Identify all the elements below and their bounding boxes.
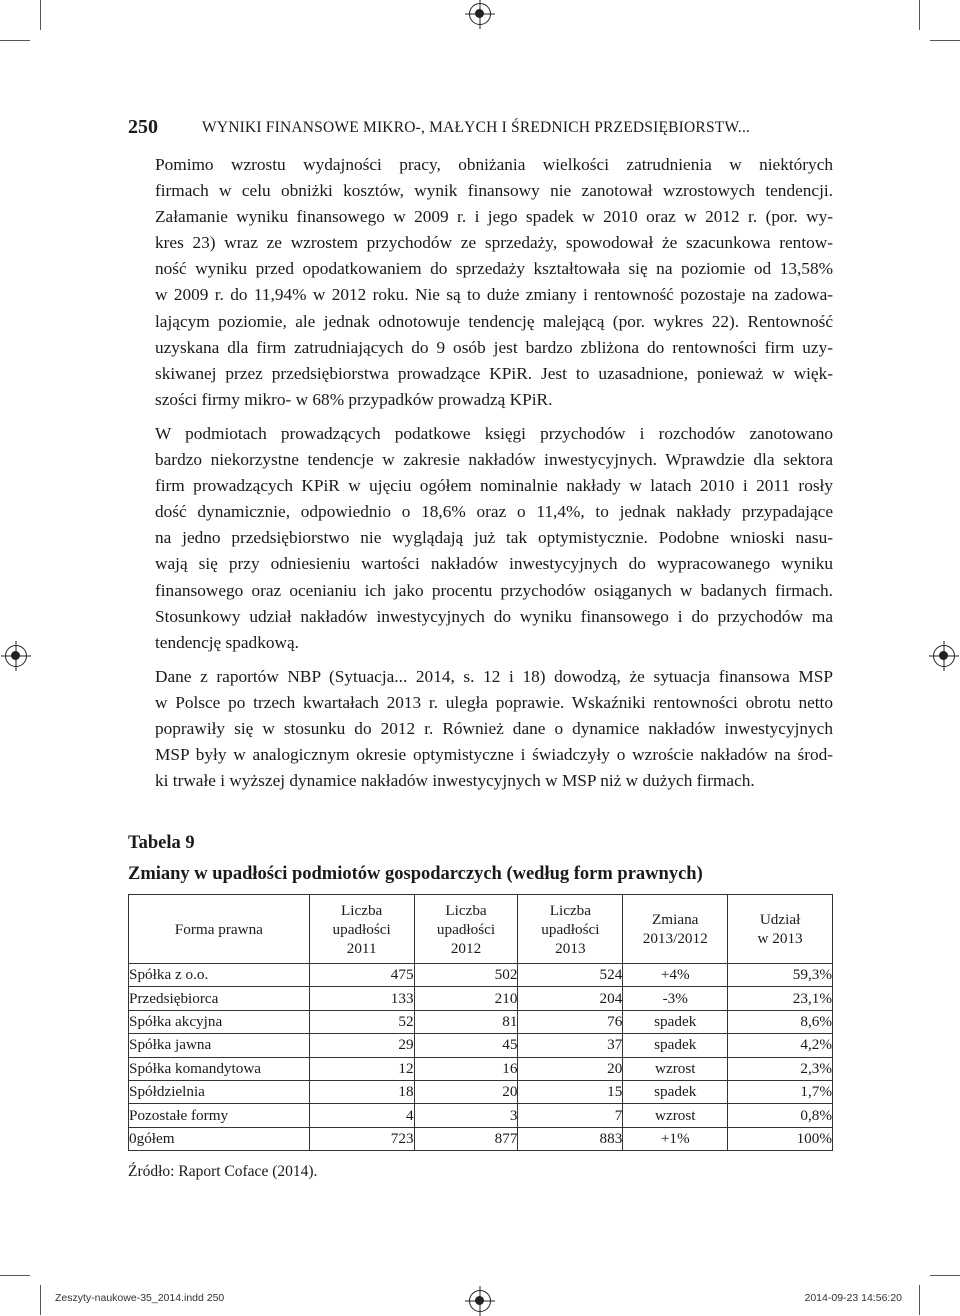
column-header-text: 2013/2012 [642,930,708,947]
table-cell: 4,2% [728,1034,833,1057]
text-line: w 2009 r. do 11,94% w 2012 roku. Nie są to duże zmiany i rentowność pozostaje na zadowa- [155,285,833,305]
table-cell: wzrost [623,1104,728,1127]
table-cell: 18 [309,1080,414,1103]
text-line: uzyskana dla firm zatrudniających do 9 osób jest bardzo zbliżona do rentowności firm uzy- [155,337,833,357]
slug-filename: Zeszyty-naukowe-35_2014.indd 250 [55,1292,225,1304]
table-cell: 502 [414,964,518,987]
table-cell: 0gółem [129,1127,310,1150]
table-cell: 81 [414,1010,518,1033]
table-row [129,987,833,1010]
table-row [129,1080,833,1103]
text-line: firm prowadzących KPiR w ujęciu ogółem nominalnie nakłady w latach 2010 i 2011 rosły [155,476,833,496]
column-header [518,895,623,964]
table-cell: 16 [414,1057,518,1080]
paragraph [128,152,833,413]
column-header-text: w 2013 [757,930,803,947]
table-cell: 524 [518,964,623,987]
table-cell: 59,3% [728,964,833,987]
table-cell: 8,6% [728,1010,833,1033]
table-row [129,964,833,987]
table-cell: -3% [623,987,728,1010]
registration-mark-right [933,645,955,667]
table-cell: 20 [414,1080,518,1103]
paragraph [128,421,833,656]
table-cell: 29 [309,1034,414,1057]
table-cell: Spółka akcyjna [129,1010,310,1033]
text-line: na jedno przedsiębiorstwo nie wyglądają już tak optymistycznie. Podobne wnioski nasu- [155,528,833,548]
crop-mark [930,40,960,41]
table-cell: Spółka z o.o. [129,964,310,987]
text-line: wają się przy odniesieniu wartości nakładów inwestycyjnych do wypracowanego wyniku [155,554,833,574]
text-line: kres 23) wraz ze wzrostem przychodów ze sprzedaży, spowodował że szacunkowa rentow- [155,233,833,253]
text-line: dość dynamicznie, odpowiednio o 18,6% oraz o 11,4%, to jednak nakłady przypadające [155,502,833,522]
column-header [309,895,414,964]
text-line: tendencję spadkową. [155,632,299,652]
table-cell: Przedsiębiorca [129,987,310,1010]
table-cell: 210 [414,987,518,1010]
text-line: poprawiły się w stosunku do 2012 r. Również dane o dynamice nakładów inwestycyjnych [155,718,833,738]
table-cell: 4 [309,1104,414,1127]
table-title: Zmiany w upadłości podmiotów gospodarczych (według form prawnych) [128,864,703,884]
registration-mark-left [5,645,27,667]
registration-mark-top [469,3,491,25]
table-cell: 883 [518,1127,623,1150]
slug-timestamp: 2014-09-23 14:56:20 [804,1292,902,1304]
crop-mark [0,40,30,41]
registration-mark-bottom [469,1290,491,1312]
table-cell: Spółdzielnia [129,1080,310,1103]
table-cell: 3 [414,1104,518,1127]
table-cell: 877 [414,1127,518,1150]
table-source-note: Źródło: Raport Coface (2014). [128,1163,318,1180]
table-cell: 76 [518,1010,623,1033]
crop-mark [40,0,41,30]
table-cell: 475 [309,964,414,987]
table-cell: wzrost [623,1057,728,1080]
bankruptcy-table [128,894,833,1151]
text-line: Załamanie wyniku finansowego w 2009 r. i jego spadek w 2010 oraz w 2012 r. (por. wy- [155,207,833,227]
table-cell: 7 [518,1104,623,1127]
table-cell: Spółka jawna [129,1034,310,1057]
table-cell: +1% [623,1127,728,1150]
table-label: Tabela 9 [128,833,195,853]
table-row [129,1034,833,1057]
table-cell: 12 [309,1057,414,1080]
table-cell: Pozostałe formy [129,1104,310,1127]
column-header [728,895,833,964]
table-row [129,1010,833,1033]
column-header-text: Liczba [445,901,487,919]
column-header-text: Liczba [340,901,383,919]
column-header-text: 2011 [346,939,377,957]
table-cell: 100% [728,1127,833,1150]
column-header [623,895,728,964]
table-cell: spadek [623,1010,728,1033]
table-cell: 2,3% [728,1057,833,1080]
table-cell: spadek [623,1080,728,1103]
table-cell: 0,8% [728,1104,833,1127]
text-line: bardzo niekorzystne tendencje w zakresie nakładów inwestycyjnych. Wprawdzie dla sektora [155,450,833,470]
page-number: 250 [128,116,158,138]
table-cell: 133 [309,987,414,1010]
text-line: lającym poziomie, ale jednak odnotowuje tendencję malejącą (por. wykres 22). Rentowność [155,311,833,331]
crop-mark [919,1285,920,1315]
table-cell: spadek [623,1034,728,1057]
table-cell: 37 [518,1034,623,1057]
crop-mark [0,1275,30,1276]
text-line: MSP były w analogicznym okresie optymistyczne i świadczyły o wzroście nakładów na środ- [155,745,833,765]
text-line: szości firmy mikro- w 68% przypadków prowadzą KPiR. [155,389,553,409]
table-cell: 20 [518,1057,623,1080]
body-text [128,152,833,802]
column-header-text: Forma prawna [174,920,263,938]
column-header-text: 2012 [450,939,482,957]
column-header-text: upadłości [436,920,496,938]
table-cell: 23,1% [728,987,833,1010]
table-cell: 15 [518,1080,623,1103]
table-cell: 45 [414,1034,518,1057]
table-row [129,1057,833,1080]
paragraph [128,664,833,794]
table-cell: Spółka komandytowa [129,1057,310,1080]
table-cell: 204 [518,987,623,1010]
column-header-text: Udział [759,911,801,928]
table-row [129,1127,833,1150]
column-header-text: upadłości [541,920,600,938]
table-body [129,964,833,1151]
column-header [414,895,518,964]
crop-mark [930,1275,960,1276]
text-line: W podmiotach prowadzących podatkowe księgi przychodów i rozchodów zanotowano [155,423,833,443]
text-line: ność wyniku przed opodatkowaniem do sprzedaży kształtowała się na poziomie od 13,58% [155,259,833,279]
column-header-text: Zmiana [652,911,699,928]
crop-mark [919,0,920,30]
crop-mark [40,1285,41,1315]
table-cell: 723 [309,1127,414,1150]
column-header [129,895,310,964]
table-header-row [129,895,833,964]
text-line: ki trwałe i wyższej dynamice nakładów inwestycyjnych w MSP niż w dużych firmach. [155,771,755,791]
table-cell: 1,7% [728,1080,833,1103]
column-header-text: Liczba [549,901,592,919]
column-header-text: upadłości [332,920,391,938]
text-line: skiwanej przez przedsiębiorstwa prowadzące KPiR. Jest to uzasadnione, ponieważ w więk- [155,363,833,383]
table-row [129,1104,833,1127]
text-line: Dane z raportów NBP (Sytuacja... 2014, s. 12 i 18) dowodzą, że sytuacja finansowa MSP [155,666,833,686]
text-line: w Polsce po trzech kwartałach 2013 r. uległa poprawie. Wskaźniki rentowności obrotu netto [155,692,833,712]
text-line: firmach w celu obniżki kosztów, wynik finansowy nie zanotował wzrostowych tendencji. [155,181,833,201]
text-line: finansowego oraz ocenianiu ich jako procentu przychodów osiąganych w badanych firmach. [155,580,833,600]
text-line: Stosunkowy udział nakładów inwestycyjnych do wyniku finansowego i do przychodów ma [155,606,833,626]
text-line: Pomimo wzrostu wydajności pracy, obniżania wielkości zatrudnienia w niektórych [155,155,833,174]
running-header: WYNIKI FINANSOWE MIKRO-, MAŁYCH I ŚREDNICH PRZEDSIĘBIORSTW... [202,119,751,136]
column-header-text: 2013 [555,939,586,957]
table-cell: 52 [309,1010,414,1033]
table-cell: +4% [623,964,728,987]
